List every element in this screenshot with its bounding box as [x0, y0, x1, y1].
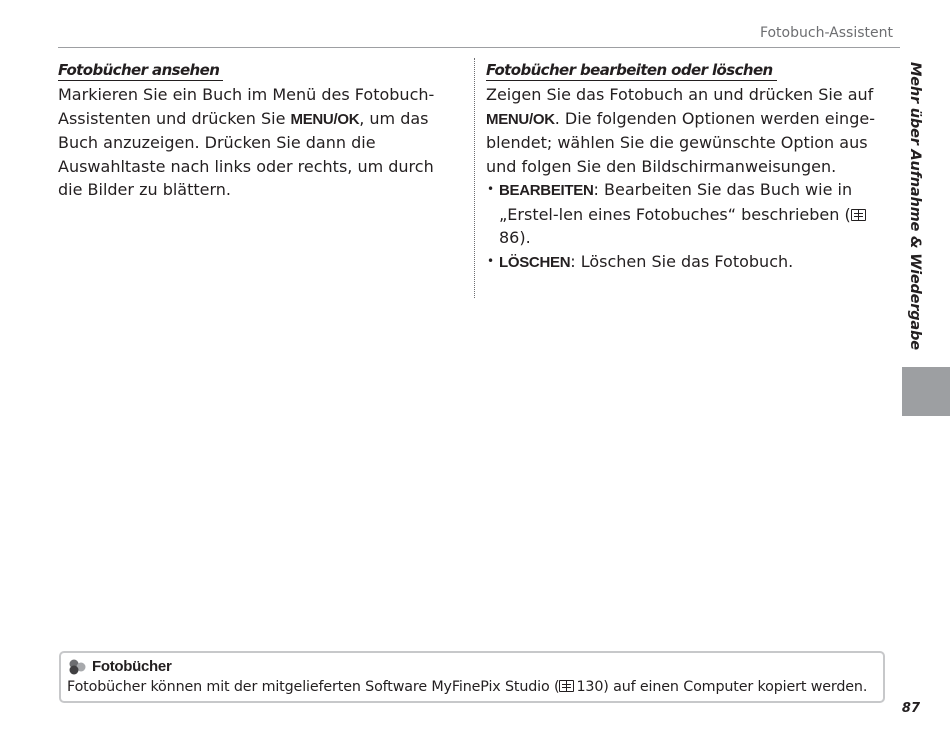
tip-icon: [67, 659, 89, 675]
page-reference: 130: [576, 679, 604, 695]
header-rule: [58, 47, 900, 48]
running-header: Fotobuch-Assistent: [759, 25, 893, 41]
section-heading-view: Fotobücher ansehen: [58, 60, 223, 81]
column-divider: [474, 58, 475, 298]
left-column: [58, 58, 463, 202]
left-body-text: Markieren Sie ein Buch im Menü des Fotobuch-Assistenten und drücken Sie MENU/OK, um das Buch anzuzeigen. Drücken Sie dann die Auswahltaste nach links oder rechts, um durch die Bilder zu blättern.: [58, 85, 435, 199]
bullet-dot: •: [487, 253, 495, 268]
note-text: Fotobücher können mit der mitgelieferten Software MyFinePix Studio ( 130) auf einen Computer kopiert werden.: [67, 679, 868, 695]
right-column: [486, 58, 886, 274]
menu-ok-key: MENU/OK: [290, 110, 360, 128]
option-list: [486, 178, 886, 274]
option-item-edit: • BEARBEITEN: Bearbeiten Sie das Buch wie in „Erstel-len eines Fotobuches“ beschrieben (86).: [486, 178, 886, 250]
section-heading-edit-delete: Fotobücher bearbeiten oder löschen: [486, 60, 777, 81]
book-icon: [851, 209, 866, 221]
option-label: BEARBEITEN: [499, 182, 594, 199]
note-title: Fotobücher: [67, 658, 172, 675]
page-number: 87: [901, 701, 920, 716]
note-box: [59, 651, 885, 703]
option-label: LÖSCHEN: [499, 253, 571, 271]
menu-ok-key: MENU/OK: [486, 110, 555, 128]
book-icon: [559, 680, 574, 692]
chapter-tab-label: Mehr über Aufnahme & Wiedergabe: [907, 62, 923, 350]
right-body-text: Zeigen Sie das Fotobuch an und drücken Sie auf MENU/OK. Die folgenden Optionen werden einge-blendet; wählen Sie die gewünschte Option aus und folgen Sie den Bildschirmanweisungen.: [486, 85, 875, 176]
chapter-tab-marker: [902, 367, 950, 416]
option-item-delete: • LÖSCHEN: Löschen Sie das Fotobuch.: [486, 250, 886, 275]
page-reference: 86: [499, 228, 520, 247]
bullet-dot: •: [487, 182, 495, 196]
